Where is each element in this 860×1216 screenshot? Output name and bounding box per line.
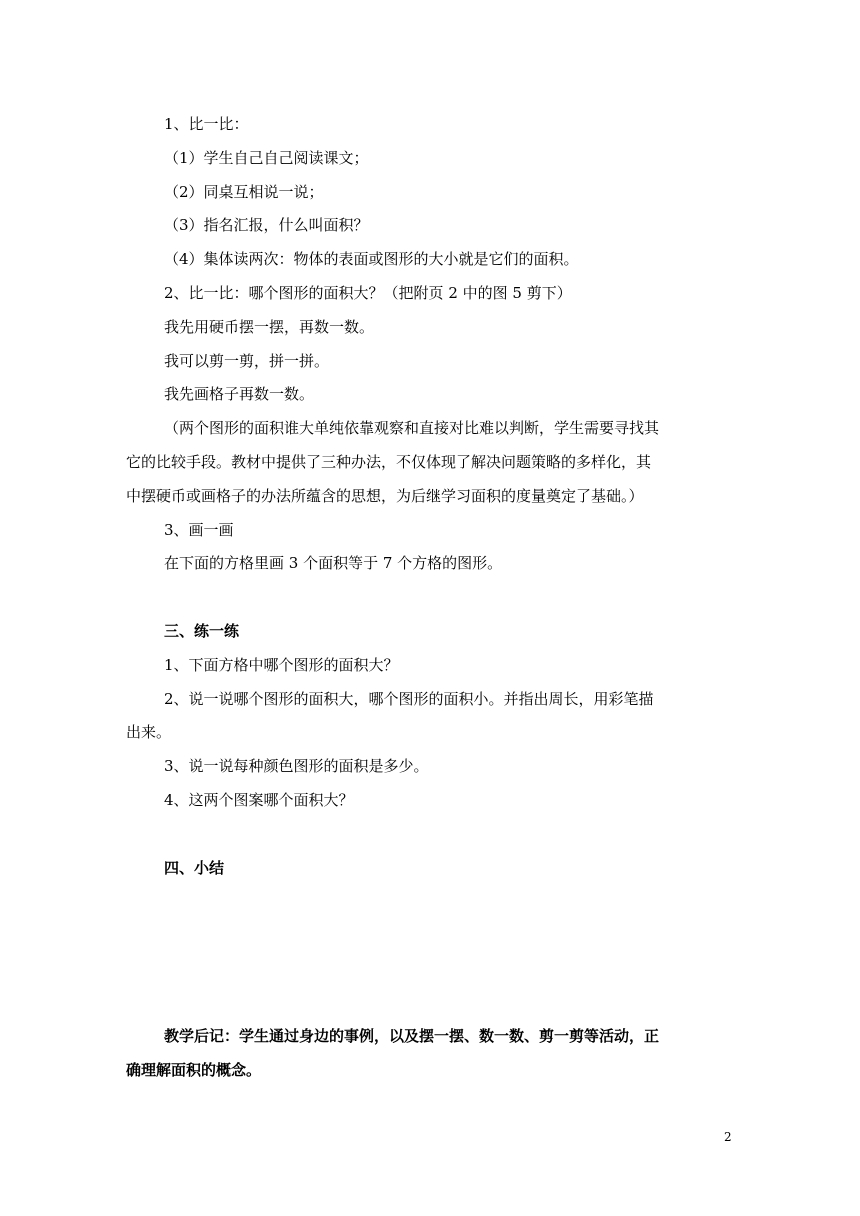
item2-method-2: 我可以剪一剪，拼一拼。 [164, 352, 330, 370]
item3-heading: 3、画一画 [164, 521, 234, 539]
practice-item-2-line-1: 2、说一说哪个图形的面积大，哪个图形的面积小。并指出周长，用彩笔描 [164, 690, 654, 708]
item3-task: 在下面的方格里画 3 个面积等于 7 个方格的图形。 [164, 554, 503, 572]
item2-method-1: 我先用硬币摆一摆，再数一数。 [164, 318, 375, 336]
practice-item-4: 4、这两个图案哪个面积大？ [164, 791, 354, 809]
item2-note-line-3: 中摆硬币或画格子的办法所蕴含的思想，为后继学习面积的度量奠定了基础。） [126, 487, 644, 505]
item1-sub-1: （1）学生自己自己阅读课文； [164, 149, 369, 167]
practice-item-3: 3、说一说每种颜色图形的面积是多少。 [164, 757, 429, 775]
postscript-line-1: 教学后记：学生通过身边的事例，以及摆一摆、数一数、剪一剪等活动，正 [164, 1027, 660, 1045]
postscript-line-2: 确理解面积的概念。 [126, 1061, 262, 1079]
section-four-title: 四、小结 [164, 859, 225, 877]
item2-note-line-1: （两个图形的面积谁大单纯依靠观察和直接对比难以判断，学生需要寻找其 [164, 419, 660, 437]
practice-item-2-line-2: 出来。 [126, 723, 172, 741]
practice-item-1: 1、下面方格中哪个图形的面积大？ [164, 656, 399, 674]
item2-note-line-2: 它的比较手段。教材中提供了三种办法，不仅体现了解决问题策略的多样化，其 [126, 453, 652, 471]
page-number: 2 [724, 1130, 732, 1144]
item1-sub-3: （3）指名汇报，什么叫面积？ [164, 216, 369, 234]
item1-heading: 1、比一比： [164, 115, 249, 133]
item2-heading: 2、比一比：哪个图形的面积大？（把附页 2 中的图 5 剪下） [164, 284, 572, 302]
item1-sub-2: （2）同桌互相说一说； [164, 183, 324, 201]
section-three-title: 三、练一练 [164, 622, 240, 640]
item1-sub-4: （4）集体读两次：物体的表面或图形的大小就是它们的面积。 [164, 250, 579, 268]
item2-method-3: 我先画格子再数一数。 [164, 385, 315, 403]
